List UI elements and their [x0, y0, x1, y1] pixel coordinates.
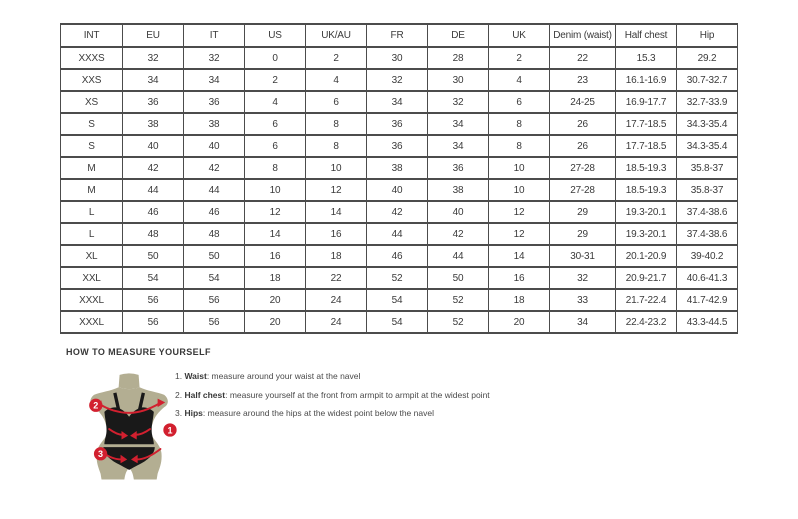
- value-cell: 20: [489, 311, 550, 333]
- value-cell: 22: [550, 47, 616, 69]
- value-cell: 44: [123, 179, 184, 201]
- value-cell: 37.4-38.6: [677, 201, 738, 223]
- value-cell: 36: [367, 113, 428, 135]
- value-cell: 41.7-42.9: [677, 289, 738, 311]
- table-row: [61, 113, 738, 135]
- column-header: Hip: [677, 24, 738, 47]
- value-cell: 32: [367, 69, 428, 91]
- value-cell: 2: [306, 47, 367, 69]
- value-cell: 18: [245, 267, 306, 289]
- value-cell: 46: [184, 201, 245, 223]
- size-cell: XS: [61, 91, 123, 113]
- badge-number: 3: [98, 449, 104, 460]
- value-cell: 8: [306, 113, 367, 135]
- value-cell: 22: [306, 267, 367, 289]
- value-cell: 36: [123, 91, 184, 113]
- value-cell: 32: [184, 47, 245, 69]
- measurement-figure: [80, 372, 182, 488]
- value-cell: 0: [245, 47, 306, 69]
- table-row: [61, 179, 738, 201]
- value-cell: 34: [550, 311, 616, 333]
- step-label: Hips: [184, 408, 203, 418]
- value-cell: 42: [367, 201, 428, 223]
- size-cell: XXXL: [61, 289, 123, 311]
- value-cell: 29: [550, 223, 616, 245]
- badge-hips: [94, 447, 107, 460]
- value-cell: 33: [550, 289, 616, 311]
- value-cell: 8: [245, 157, 306, 179]
- value-cell: 56: [184, 289, 245, 311]
- value-cell: 12: [245, 201, 306, 223]
- value-cell: 36: [184, 91, 245, 113]
- size-cell: XXXS: [61, 47, 123, 69]
- table-row: [61, 47, 738, 69]
- value-cell: 46: [367, 245, 428, 267]
- measure-step-half-chest: [175, 390, 490, 402]
- value-cell: 36: [367, 135, 428, 157]
- value-cell: 8: [489, 113, 550, 135]
- value-cell: 16.1-16.9: [616, 69, 677, 91]
- value-cell: 8: [489, 135, 550, 157]
- column-header: UK: [489, 24, 550, 47]
- value-cell: 56: [123, 311, 184, 333]
- size-cell: S: [61, 113, 123, 135]
- value-cell: 19.3-20.1: [616, 223, 677, 245]
- value-cell: 6: [306, 91, 367, 113]
- value-cell: 21.7-22.4: [616, 289, 677, 311]
- value-cell: 34: [428, 113, 489, 135]
- value-cell: 10: [245, 179, 306, 201]
- value-cell: 40.6-41.3: [677, 267, 738, 289]
- value-cell: 20.1-20.9: [616, 245, 677, 267]
- mannequin-illustration-icon: [80, 372, 182, 488]
- value-cell: 28: [428, 47, 489, 69]
- value-cell: 43.3-44.5: [677, 311, 738, 333]
- column-header: US: [245, 24, 306, 47]
- size-cell: M: [61, 179, 123, 201]
- column-header: Denim (waist): [550, 24, 616, 47]
- value-cell: 26: [550, 113, 616, 135]
- value-cell: 18: [489, 289, 550, 311]
- value-cell: 34.3-35.4: [677, 113, 738, 135]
- size-chart-header-row: [61, 24, 738, 47]
- value-cell: 40: [428, 201, 489, 223]
- value-cell: 16: [306, 223, 367, 245]
- value-cell: 56: [123, 289, 184, 311]
- value-cell: 50: [428, 267, 489, 289]
- step-label: Waist: [184, 371, 207, 381]
- value-cell: 17.7-18.5: [616, 135, 677, 157]
- value-cell: 34: [367, 91, 428, 113]
- value-cell: 14: [489, 245, 550, 267]
- table-row: [61, 267, 738, 289]
- value-cell: 46: [123, 201, 184, 223]
- value-cell: 6: [245, 113, 306, 135]
- column-header: Half chest: [616, 24, 677, 47]
- size-cell: L: [61, 201, 123, 223]
- step-number: 2.: [175, 389, 183, 400]
- size-cell: XXXL: [61, 311, 123, 333]
- value-cell: 4: [245, 91, 306, 113]
- column-header: INT: [61, 24, 123, 47]
- size-cell: XL: [61, 245, 123, 267]
- value-cell: 18.5-19.3: [616, 179, 677, 201]
- value-cell: 29.2: [677, 47, 738, 69]
- value-cell: 42: [428, 223, 489, 245]
- table-row: [61, 201, 738, 223]
- value-cell: 54: [367, 289, 428, 311]
- column-header: DE: [428, 24, 489, 47]
- size-chart-body: [61, 47, 738, 333]
- value-cell: 12: [489, 201, 550, 223]
- value-cell: 32.7-33.9: [677, 91, 738, 113]
- step-text: : measure around the hips at the widest point below the navel: [202, 408, 434, 418]
- value-cell: 38: [123, 113, 184, 135]
- size-cell: M: [61, 157, 123, 179]
- value-cell: 16: [489, 267, 550, 289]
- value-cell: 34: [123, 69, 184, 91]
- value-cell: 54: [367, 311, 428, 333]
- value-cell: 42: [123, 157, 184, 179]
- value-cell: 30: [367, 47, 428, 69]
- value-cell: 27-28: [550, 179, 616, 201]
- value-cell: 35.8-37: [677, 179, 738, 201]
- value-cell: 44: [428, 245, 489, 267]
- table-row: [61, 311, 738, 333]
- value-cell: 18.5-19.3: [616, 157, 677, 179]
- value-cell: 26: [550, 135, 616, 157]
- table-row: [61, 289, 738, 311]
- value-cell: 34.3-35.4: [677, 135, 738, 157]
- value-cell: 38: [184, 113, 245, 135]
- size-chart-table: [60, 23, 738, 334]
- step-text: : measure yourself at the front from armpit to armpit at the widest point: [225, 389, 490, 400]
- value-cell: 24-25: [550, 91, 616, 113]
- value-cell: 12: [489, 223, 550, 245]
- value-cell: 27-28: [550, 157, 616, 179]
- value-cell: 24: [306, 311, 367, 333]
- value-cell: 29: [550, 201, 616, 223]
- value-cell: 10: [489, 157, 550, 179]
- column-header: EU: [123, 24, 184, 47]
- value-cell: 32: [428, 91, 489, 113]
- value-cell: 36: [428, 157, 489, 179]
- value-cell: 20: [245, 311, 306, 333]
- value-cell: 38: [428, 179, 489, 201]
- value-cell: 52: [428, 289, 489, 311]
- value-cell: 18: [306, 245, 367, 267]
- value-cell: 37.4-38.6: [677, 223, 738, 245]
- value-cell: 23: [550, 69, 616, 91]
- table-row: [61, 135, 738, 157]
- value-cell: 6: [245, 135, 306, 157]
- size-cell: L: [61, 223, 123, 245]
- value-cell: 12: [306, 179, 367, 201]
- value-cell: 52: [367, 267, 428, 289]
- size-cell: XXL: [61, 267, 123, 289]
- measure-step-waist: [175, 371, 490, 383]
- value-cell: 6: [489, 91, 550, 113]
- measure-steps-list: [175, 371, 490, 427]
- value-cell: 40: [367, 179, 428, 201]
- value-cell: 2: [489, 47, 550, 69]
- badge-number: 1: [167, 425, 173, 436]
- value-cell: 16.9-17.7: [616, 91, 677, 113]
- value-cell: 30-31: [550, 245, 616, 267]
- value-cell: 40: [184, 135, 245, 157]
- how-to-measure-heading: HOW TO MEASURE YOURSELF: [66, 347, 211, 357]
- step-label: Half chest: [184, 389, 226, 400]
- value-cell: 30: [428, 69, 489, 91]
- value-cell: 35.8-37: [677, 157, 738, 179]
- value-cell: 50: [184, 245, 245, 267]
- value-cell: 48: [123, 223, 184, 245]
- value-cell: 40: [123, 135, 184, 157]
- table-row: [61, 91, 738, 113]
- value-cell: 44: [184, 179, 245, 201]
- value-cell: 20.9-21.7: [616, 267, 677, 289]
- value-cell: 2: [245, 69, 306, 91]
- value-cell: 24: [306, 289, 367, 311]
- measure-step-hips: [175, 408, 490, 420]
- value-cell: 22.4-23.2: [616, 311, 677, 333]
- value-cell: 4: [306, 69, 367, 91]
- table-row: [61, 69, 738, 91]
- value-cell: 38: [367, 157, 428, 179]
- value-cell: 14: [306, 201, 367, 223]
- step-number: 1.: [175, 371, 183, 381]
- size-cell: XXS: [61, 69, 123, 91]
- value-cell: 16: [245, 245, 306, 267]
- value-cell: 34: [184, 69, 245, 91]
- value-cell: 10: [306, 157, 367, 179]
- value-cell: 54: [123, 267, 184, 289]
- step-text: : measure around your waist at the navel: [206, 371, 361, 381]
- value-cell: 56: [184, 311, 245, 333]
- column-header: FR: [367, 24, 428, 47]
- value-cell: 10: [489, 179, 550, 201]
- step-number: 3.: [175, 408, 183, 418]
- value-cell: 32: [123, 47, 184, 69]
- value-cell: 17.7-18.5: [616, 113, 677, 135]
- value-cell: 20: [245, 289, 306, 311]
- badge-half-chest: [89, 399, 102, 412]
- badge-number: 2: [93, 400, 99, 411]
- value-cell: 52: [428, 311, 489, 333]
- value-cell: 34: [428, 135, 489, 157]
- value-cell: 32: [550, 267, 616, 289]
- value-cell: 48: [184, 223, 245, 245]
- value-cell: 4: [489, 69, 550, 91]
- value-cell: 44: [367, 223, 428, 245]
- value-cell: 50: [123, 245, 184, 267]
- value-cell: 14: [245, 223, 306, 245]
- value-cell: 42: [184, 157, 245, 179]
- table-row: [61, 157, 738, 179]
- table-row: [61, 223, 738, 245]
- value-cell: 19.3-20.1: [616, 201, 677, 223]
- size-cell: S: [61, 135, 123, 157]
- value-cell: 39-40.2: [677, 245, 738, 267]
- value-cell: 8: [306, 135, 367, 157]
- column-header: IT: [184, 24, 245, 47]
- value-cell: 15.3: [616, 47, 677, 69]
- value-cell: 30.7-32.7: [677, 69, 738, 91]
- value-cell: 54: [184, 267, 245, 289]
- column-header: UK/AU: [306, 24, 367, 47]
- table-row: [61, 245, 738, 267]
